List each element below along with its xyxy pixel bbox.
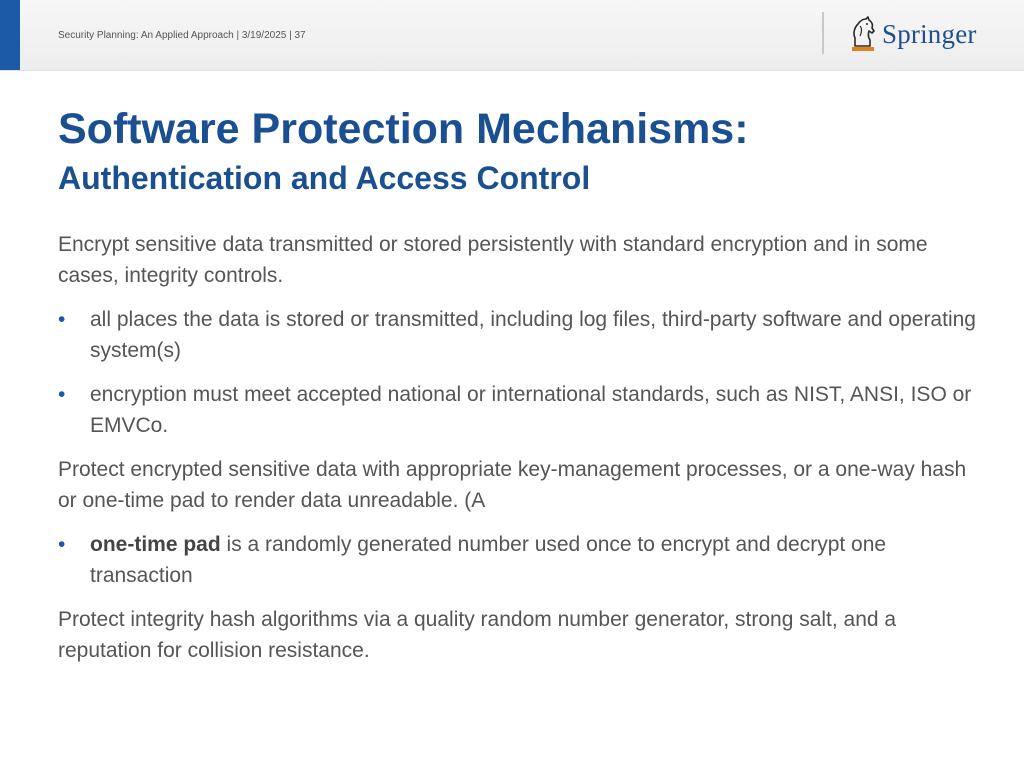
header-accent-bar [0, 0, 20, 70]
header-divider [822, 12, 824, 54]
body-paragraph-2: Protect encrypted sensitive data with appropriate key-management processes, or a one-way hash or one-time pad to render data unreadable. (A [58, 458, 967, 512]
bullet-icon: • [58, 383, 66, 406]
slide-subtitle: Authentication and Access Control [58, 160, 591, 196]
bullet-item-1 [58, 304, 978, 366]
slide-title: Software Protection Mechanisms: [58, 105, 749, 153]
springer-logo [850, 14, 977, 54]
bullet-icon: • [58, 308, 66, 331]
logo-wordmark: Springer [882, 18, 977, 49]
bullet-item-2 [58, 379, 978, 441]
slide-body [58, 229, 978, 679]
header-footer-text: Security Planning: An Applied Approach | 3/19/2025 | 37 [58, 30, 306, 41]
bullet-item-3 [58, 529, 978, 591]
bullet-term: one-time pad [90, 533, 221, 556]
springer-horse-icon [850, 16, 876, 52]
bullet-text: all places the data is stored or transmitted, including log files, third-party software and operating system(s) [90, 308, 976, 362]
body-paragraph-1: Encrypt sensitive data transmitted or stored persistently with standard encryption and in some cases, integrity controls. [58, 233, 928, 287]
bullet-icon: • [58, 533, 66, 556]
body-paragraph-3: Protect integrity hash algorithms via a quality random number generator, strong salt, and a reputation for collision resistance. [58, 608, 897, 662]
bullet-text: is a randomly generated number used once to encrypt and decrypt one transaction [90, 533, 887, 587]
bullet-text: encryption must meet accepted national or international standards, such as NIST, ANSI, ISO or EMVCo. [90, 383, 972, 437]
slide-header [0, 0, 1024, 71]
